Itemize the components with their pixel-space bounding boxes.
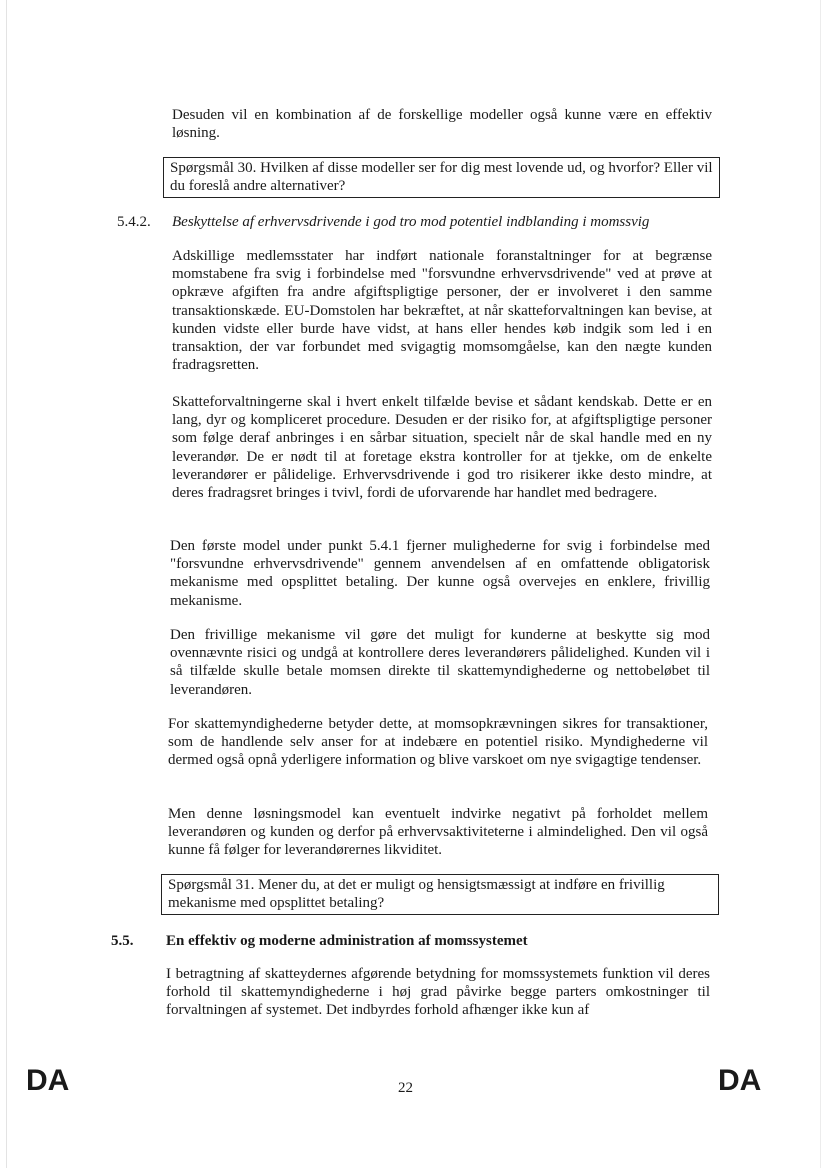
paragraph-first-model: Den første model under punkt 5.4.1 fjerner mulighederne for svig i forbindelse med "forsvundne erhvervsdrivende" gennem anvendelsen af en omfattende obligatorisk mekanisme med opsplittet betaling. Der kunne også overvejes en enklere, frivillig mekanisme. [170, 538, 710, 609]
language-code-right: DA [718, 1064, 762, 1097]
section-title-5-4-2: Beskyttelse af erhvervsdrivende i god tro mod potentiel indblanding i momssvig [172, 214, 650, 230]
paragraph-tax-administrations: Skatteforvaltningerne skal i hvert enkelt tilfælde bevise et sådant kendskab. Dette er en lang, dyr og kompliceret procedure. Desuden er der risiko for, at afgiftspligtige personer som følge deraf anbringes i en sårbar situation, specielt når de skal handle med en ny leverandør. De er nødt til at foretage ekstra kontroller for at tjekke, om de enkelte leverandører er pålidelige. Erhvervsdrivende i god tro risikerer ikke desto mindre, at deres fradragsret bringes i tvivl, fordi de uforvarende har handlet med bedragere. [172, 394, 712, 502]
paragraph-intro: Desuden vil en kombination af de forskellige modeller også kunne være en effektiv løsning. [172, 107, 712, 142]
section-number-5-4-2: 5.4.2. [117, 214, 151, 230]
paragraph-voluntary-mechanism: Den frivillige mekanisme vil gøre det muligt for kunderne at beskytte sig mod ovennævnte risici og undgå at kontrollere deres leverandørers pålidelighed. Kunden vil i så tilfælde skulle betale momsen direkte til skattemyndighederne og nettobeløbet til leverandøren. [170, 627, 710, 698]
question-box-30: Spørgsmål 30. Hvilken af disse modeller ser for dig mest lovende ud, og hvorfor? Eller vil du foreslå andre alternativer? [163, 157, 720, 198]
section-number-5-5: 5.5. [111, 933, 134, 949]
paragraph-solution-model: Men denne løsningsmodel kan eventuelt indvirke negativt på forholdet mellem leverandøren og kunden og derfor på erhvervsaktiviteterne i almindelighed. Den vil også kunne få følger for leverandørernes likviditet. [168, 806, 708, 859]
paragraph-taxpayers: I betragtning af skatteydernes afgørende betydning for momssystemets funktion vil deres forhold til skattemyndighederne i høj grad påvirke begge parters omkostninger til forvaltningen af systemet. Det indbyrdes forhold afhænger ikke kun af [166, 966, 710, 1019]
paragraph-tax-authorities: For skattemyndighederne betyder dette, at momsopkrævningen sikres for transaktioner, som de handlende selv anser for at indebære en potentiel risiko. Myndighederne vil dermed også opnå yderligere information og blive varskoet om nye svigagtige tendenser. [168, 716, 708, 769]
question-box-31: Spørgsmål 31. Mener du, at det er muligt og hensigtsmæssigt at indføre en frivillig mekanisme med opsplittet betaling? [161, 874, 719, 915]
section-title-5-5: En effektiv og moderne administration af momssystemet [166, 933, 528, 949]
language-code-left: DA [26, 1064, 70, 1097]
scan-edge-left [6, 0, 7, 1168]
page-number: 22 [398, 1080, 413, 1096]
paragraph-member-states: Adskillige medlemsstater har indført nationale foranstaltninger for at begrænse momstabene fra svig i forbindelse med "forsvundne erhvervsdrivende" ved at prøve at opkræve afgiften fra andre afgiftspligtige personer, der er involveret i den samme transaktionskæde. EU-Domstolen har bekræftet, at når skatteforvaltningen kan bevise, at kunden vidste eller burde have vidst, at hans eller hendes køb indgik som led i en transaktion, der var forbundet med svigagtig momsomgåelse, kan den nægte kunden fradragsretten. [172, 248, 712, 374]
scan-edge-right [820, 0, 821, 1168]
